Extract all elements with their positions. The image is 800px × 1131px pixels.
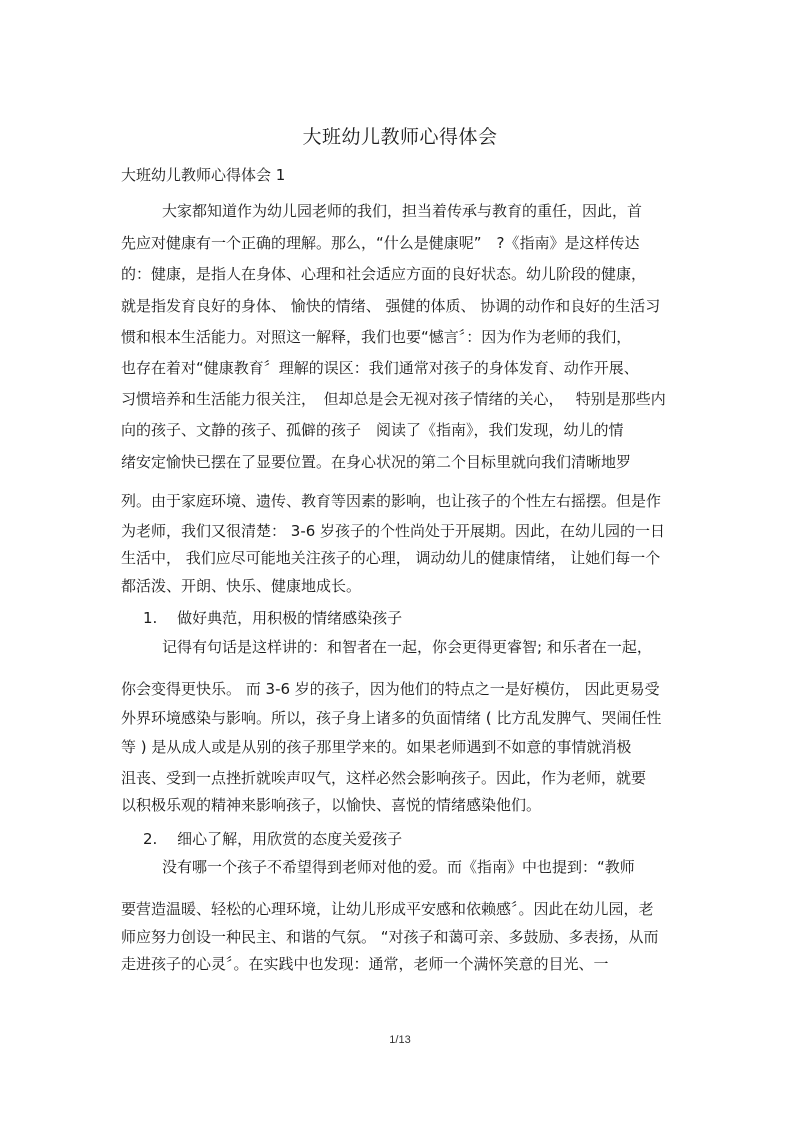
body-line: 你会变得更快乐。 而 3-6 岁的孩子，因为他们的特点之一是好模仿， 因此更易受 [121, 680, 660, 698]
body-line: 要营造温暖、轻松的心理环境，让幼儿形成平安感和依赖感〞。因此在幼儿园，老 [121, 900, 654, 918]
body-line: 习惯培养和生活能力很关注， 但却总是会无视对孩子情绪的关心， 特别是那些内 [121, 390, 666, 408]
body-line: 生活中， 我们应尽可能地关注孩子的心理， 调动幼儿的健康情绪， 让她们每一个 [121, 549, 661, 567]
section-heading: 大班幼儿教师心得体会 1 [121, 166, 286, 184]
body-line: 都活泼、开朗、快乐、健康地成长。 [121, 577, 362, 595]
body-line: 就是指发育良好的身体、 愉快的情绪、 强健的体质、 协调的动作和良好的生活习 [121, 297, 661, 315]
body-line: 也存在着对“健康教育〞理解的误区：我们通常对孩子的身体发育、动作开展、 [121, 359, 639, 377]
body-line: 为老师，我们又很清楚： 3-6 岁孩子的个性尚处于开展期。因此，在幼儿园的一日 [121, 522, 666, 540]
body-line: 惯和根本生活能力。对照这一解释，我们也要“憾言〞：因为作为老师的我们， [121, 328, 632, 346]
page-number: 1/13 [389, 1034, 411, 1046]
body-line: 的：健康，是指人在身体、心理和社会适应方面的良好状态。幼儿阶段的健康， [121, 265, 647, 283]
body-line: 大家都知道作为幼儿园老师的我们，担当着传承与教育的重任，因此，首 [162, 202, 643, 220]
body-line: 列。由于家庭环境、遗传、教育等因素的影响，也让孩子的个性左右摇摆。但是作 [121, 492, 662, 510]
body-line: 记得有句话是这样讲的：和智者在一起，你会更得更睿智; 和乐者在一起， [162, 638, 652, 656]
body-line: 外界环境感染与影响。所以，孩子身上诸多的负面情绪 ( 比方乱发脾气、哭闹任性 [121, 709, 662, 727]
document-title: 大班幼儿教师心得体会 [302, 126, 498, 148]
numbered-heading: 2. 细心了解，用欣赏的态度关爱孩子 [143, 830, 403, 848]
body-line: 没有哪一个孩子不希望得到老师对他的爱。而《指南》中也提到：“教师 [162, 858, 635, 876]
body-line: 走进孩子的心灵〞。在实践中也发现：通常，老师一个满怀笑意的目光、一 [121, 955, 609, 973]
body-line: 等 ) 是从成人或是从别的孩子那里学来的。如果老师遇到不如意的事情就消极 [121, 738, 632, 756]
body-line: 沮丧、受到一点挫折就唉声叹气，这样必然会影响孩子。因此，作为老师，就要 [121, 769, 647, 787]
body-line: 以积极乐观的精神来影响孩子，以愉快、喜悦的情绪感染他们。 [121, 796, 542, 814]
numbered-heading: 1. 做好典范，用积极的情绪感染孩子 [143, 609, 403, 627]
body-line: 师应努力创设一种民主、和谐的气氛。 “对孩子和蔼可亲、多鼓励、多表扬，从而 [121, 928, 659, 946]
body-line: 先应对健康有一个正确的理解。那么，“什么是健康呢” ?《指南》是这样传达 [121, 234, 640, 252]
body-line: 向的孩子、文静的孩子、孤僻的孩子 阅读了《指南》，我们发现，幼儿的情 [121, 421, 624, 439]
body-line: 绪安定愉快已摆在了显要位置。在身心状况的第二个目标里就向我们清晰地罗 [121, 453, 632, 471]
